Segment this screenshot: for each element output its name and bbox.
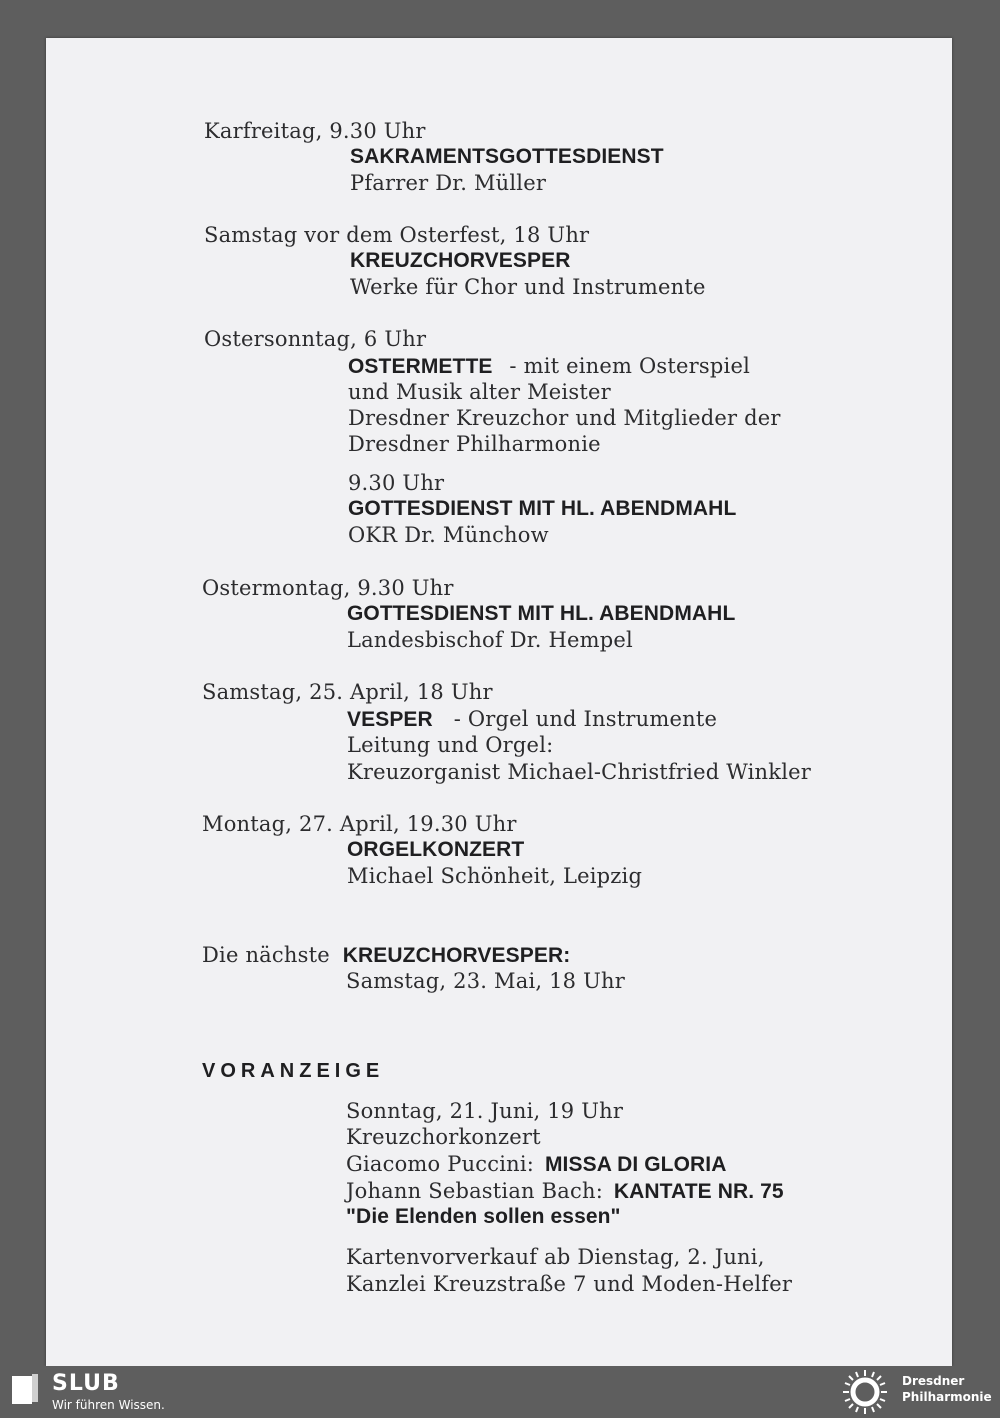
karfreitag-date: Karfreitag, 9.30 Uhr — [204, 119, 426, 143]
next-vesper-title: KREUZCHORVESPER: — [342, 944, 571, 967]
preview-work1-line — [346, 1151, 727, 1178]
vesper-title: VESPER — [347, 708, 433, 731]
preview-composer1: Giacomo Puccini: — [346, 1152, 535, 1176]
ostersonntag-title2: GOTTESDIENST MIT HL. ABENDMAHL — [348, 497, 737, 520]
vesper-title-suffix: - Orgel und Instrumente — [453, 707, 718, 731]
slub-book-icon — [12, 1374, 38, 1406]
preview-heading: VORANZEIGE — [202, 1060, 385, 1082]
ostersonntag-line3: Dresdner Kreuzchor und Mitglieder der — [348, 406, 781, 430]
ostersonntag-time2: 9.30 Uhr — [348, 471, 445, 495]
ostersonntag-title-line — [348, 353, 750, 380]
slub-logo-text[interactable]: SLUB — [52, 1371, 120, 1396]
ostermontag-detail: Landesbischof Dr. Hempel — [347, 628, 633, 652]
preview-composer2: Johann Sebastian Bach: — [346, 1179, 603, 1203]
karfreitag-detail: Pfarrer Dr. Müller — [350, 171, 547, 195]
philharmonie-sun-icon — [840, 1368, 890, 1416]
preview-work2-subtitle: "Die Elenden sollen essen" — [346, 1205, 621, 1228]
karfreitag-title: SAKRAMENTSGOTTESDIENST — [350, 145, 664, 168]
preview-date: Sonntag, 21. Juni, 19 Uhr — [346, 1099, 624, 1123]
preview-tickets2: Kanzlei Kreuzstraße 7 und Moden-Helfer — [346, 1272, 793, 1296]
preview-tickets1: Kartenvorverkauf ab Dienstag, 2. Juni, — [346, 1245, 765, 1269]
ostersonntag-line4: Dresdner Philharmonie — [348, 432, 601, 456]
osterfest-date: Samstag vor dem Osterfest, 18 Uhr — [204, 223, 590, 247]
partner-name-line1[interactable]: Dresdner — [902, 1374, 965, 1388]
vesper-line3: Kreuzorganist Michael-Christfried Winkler — [347, 760, 811, 784]
partner-name-line2[interactable]: Philharmonie — [902, 1390, 992, 1404]
next-vesper-date: Samstag, 23. Mai, 18 Uhr — [346, 969, 625, 993]
ostermontag-date: Ostermontag, 9.30 Uhr — [202, 576, 454, 600]
osterfest-detail: Werke für Chor und Instrumente — [350, 275, 706, 299]
ostersonntag-title-suffix: - mit einem Osterspiel — [509, 354, 750, 378]
orgelkonzert-detail: Michael Schönheit, Leipzig — [347, 864, 643, 888]
next-vesper-label: Die nächste — [202, 943, 330, 967]
vesper-line2: Leitung und Orgel: — [347, 733, 554, 757]
preview-type: Kreuzchorkonzert — [346, 1125, 541, 1149]
slub-slogan: Wir führen Wissen. — [52, 1398, 165, 1412]
footer-bar — [0, 1366, 1000, 1418]
preview-work2-line — [346, 1178, 784, 1205]
next-vesper-line — [202, 942, 570, 969]
vesper-date: Samstag, 25. April, 18 Uhr — [202, 680, 493, 704]
ostersonntag-line2: und Musik alter Meister — [348, 380, 611, 404]
ostersonntag-detail2: OKR Dr. Münchow — [348, 523, 549, 547]
ostersonntag-title: OSTERMETTE — [348, 355, 493, 378]
ostersonntag-date: Ostersonntag, 6 Uhr — [204, 327, 427, 351]
ostermontag-title: GOTTESDIENST MIT HL. ABENDMAHL — [347, 602, 736, 625]
osterfest-title: KREUZCHORVESPER — [350, 249, 571, 272]
orgelkonzert-title: ORGELKONZERT — [347, 838, 525, 861]
orgelkonzert-date: Montag, 27. April, 19.30 Uhr — [202, 812, 517, 836]
preview-work2: KANTATE NR. 75 — [613, 1180, 784, 1203]
preview-work1: MISSA DI GLORIA — [544, 1153, 727, 1176]
vesper-title-line — [347, 706, 717, 733]
